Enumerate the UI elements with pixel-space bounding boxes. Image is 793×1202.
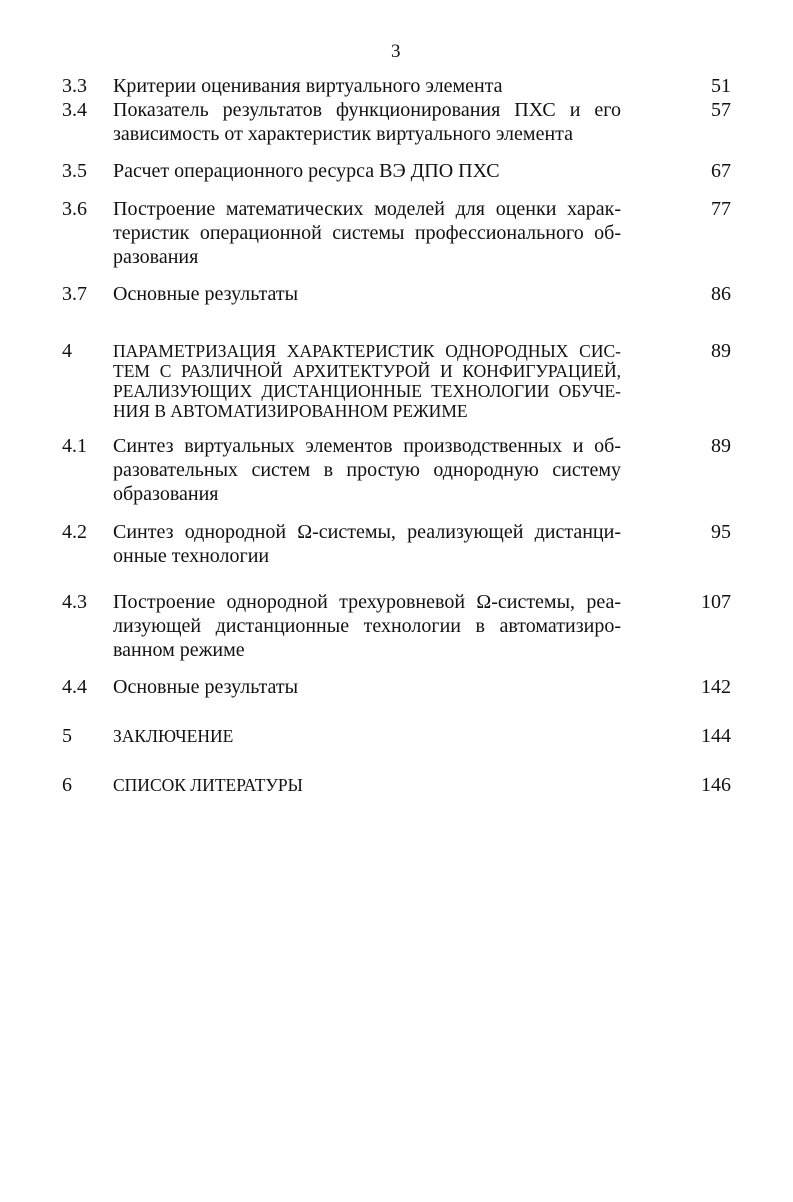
toc-entry-title — [113, 159, 621, 183]
toc-title-line: разования — [113, 246, 199, 268]
toc-entry-number: 3.6 — [62, 198, 87, 220]
toc-title-line: Основные результаты — [113, 676, 299, 698]
toc-title-line: ТЕМ С РАЗЛИЧНОЙ АРХИТЕКТУРОЙ И КОНФИГУРАЦИЕЙ, — [113, 361, 621, 381]
toc-entry-number: 4 — [62, 340, 72, 362]
toc-entry-title — [113, 74, 621, 98]
toc-entry-number: 3.7 — [62, 283, 87, 305]
toc-entry-number: 3.3 — [62, 75, 87, 97]
toc-title-line: зависимость от характеристик виртуального элемента — [113, 123, 574, 145]
toc-title-line: ванном режиме — [113, 639, 245, 661]
toc-entry-number: 5 — [62, 725, 72, 747]
toc-entry-page: 107 — [701, 591, 731, 613]
toc-entry-page: 89 — [711, 340, 731, 362]
page-number: 3 — [391, 41, 401, 62]
toc-title-line: Показатель результатов функционирования ПХС и его — [113, 99, 621, 121]
toc-title-line: ПАРАМЕТРИЗАЦИЯ ХАРАКТЕРИСТИК ОДНОРОДНЫХ СИС- — [113, 341, 621, 361]
toc-title-line: онные технологии — [113, 545, 270, 567]
toc-entry-title — [113, 726, 621, 746]
toc-entry-page: 95 — [711, 521, 731, 543]
toc-entry-number: 4.4 — [62, 676, 87, 698]
toc-entry-title — [113, 197, 621, 269]
toc-entry-number: 6 — [62, 774, 72, 796]
toc-entry-page: 86 — [711, 283, 731, 305]
toc-entry-title — [113, 590, 621, 662]
toc-entry-number: 3.4 — [62, 99, 87, 121]
toc-entry-number: 3.5 — [62, 160, 87, 182]
toc-title-line: Синтез виртуальных элементов производственных и об- — [113, 435, 621, 457]
toc-entry-title — [113, 520, 621, 568]
toc-title-line: лизующей дистанционные технологии в автоматизиро- — [113, 615, 621, 637]
toc-title-line: СПИСОК ЛИТЕРАТУРЫ — [113, 775, 303, 795]
toc-entry-page: 77 — [711, 198, 731, 220]
toc-entry-title — [113, 98, 621, 146]
toc-title-line: ЗАКЛЮЧЕНИЕ — [113, 726, 234, 746]
toc-entry-page: 51 — [711, 75, 731, 97]
toc-entry-title — [113, 282, 621, 306]
toc-entry-number: 4.2 — [62, 521, 87, 543]
toc-title-line: образования — [113, 483, 219, 505]
toc-entry-page: 142 — [701, 676, 731, 698]
toc-entry-page: 146 — [701, 774, 731, 796]
toc-title-line: Построение однородной трехуровневой Ω-системы, реа- — [113, 591, 621, 613]
toc-title-line: Основные результаты — [113, 283, 299, 305]
toc-entry-page: 67 — [711, 160, 731, 182]
toc-title-line: НИЯ В АВТОМАТИЗИРОВАННОМ РЕЖИМЕ — [113, 401, 468, 421]
toc-title-line: РЕАЛИЗУЮЩИХ ДИСТАНЦИОННЫЕ ТЕХНОЛОГИИ ОБУЧЕ- — [113, 381, 621, 401]
toc-entry-title — [113, 434, 621, 506]
toc-entry-page: 57 — [711, 99, 731, 121]
toc-entry-page: 144 — [701, 725, 731, 747]
toc-title-line: разовательных систем в простую однородную систему — [113, 459, 621, 481]
toc-entry-number: 4.1 — [62, 435, 87, 457]
toc-entry-title — [113, 675, 621, 699]
toc-title-line: Расчет операционного ресурса ВЭ ДПО ПХС — [113, 160, 500, 182]
toc-title-line: теристик операционной системы профессионального об- — [113, 222, 621, 244]
toc-entry-page: 89 — [711, 435, 731, 457]
toc-title-line: Синтез однородной Ω-системы, реализующей дистанци- — [113, 521, 621, 543]
toc-entry-number: 4.3 — [62, 591, 87, 613]
toc-title-line: Критерии оценивания виртуального элемента — [113, 75, 503, 97]
toc-entry-title — [113, 775, 621, 795]
toc-entry-title — [113, 341, 621, 421]
toc-title-line: Построение математических моделей для оценки харак- — [113, 198, 621, 220]
